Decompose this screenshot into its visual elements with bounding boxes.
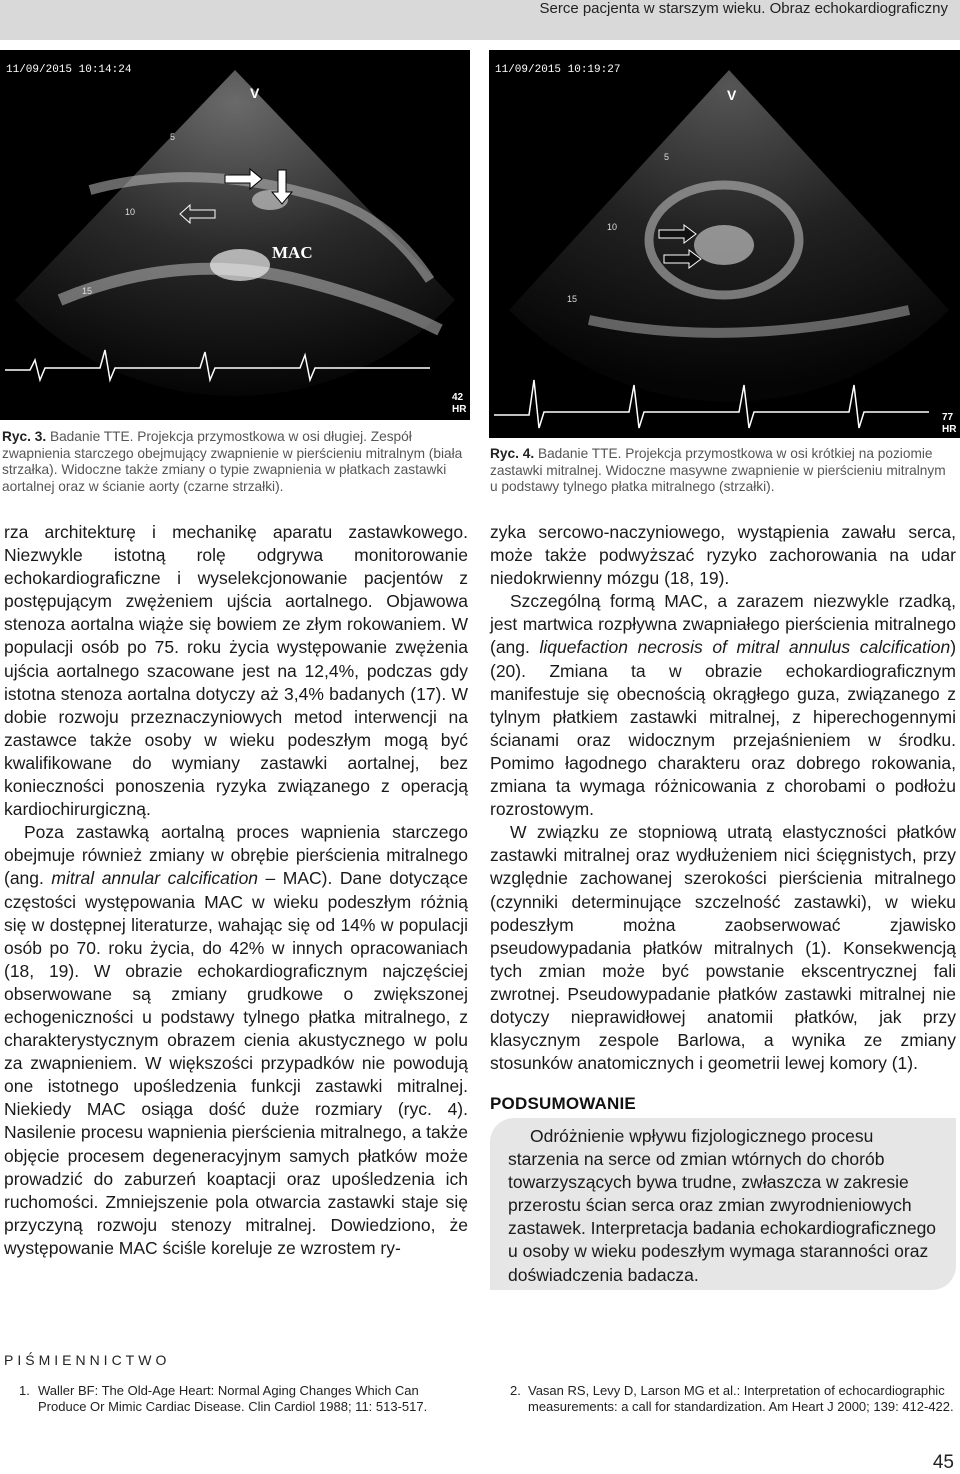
left-column [4, 521, 468, 1260]
reference-item [19, 1383, 469, 1415]
figure-3-depth-10: 10 [125, 207, 136, 217]
left-paragraph-2 [4, 821, 468, 1260]
figure-4-caption-text: Badanie TTE. Projekcja przymostkowa w osi krótkiej na poziomie zastawki mitralnej. Widoczne masywne zwapnienie w pierścieniu mitralnym u podstawy tylnego płatka mitralnego (strzałki). [490, 446, 946, 494]
right-column [490, 521, 956, 1075]
figure-4-depth-15: 15 [567, 294, 578, 304]
figure-3-timestamp: 11/09/2015 10:14:24 [6, 64, 132, 76]
reference-number: 2. [510, 1383, 521, 1398]
figure-3-label-mac: MAC [272, 243, 313, 262]
figure-3-caption-lead: Ryc. 3. [2, 429, 47, 444]
running-header [0, 0, 960, 40]
summary-text: Odróżnienie wpływu fizjologicznego procesu starzenia na serce od zmian wtórnych do chorób towarzyszących bywa trudne, zwłaszcza w zakresie przerostu ścian serca oraz zmian zwyrodnieniowych zastawek. Interpretacja badania echokardiograficznego u osoby w wieku podeszłym wymaga staranności oraz doświadczenia badacza. [508, 1126, 937, 1285]
running-header-title: Serce pacjenta w starszym wieku. Obraz echokardiograficzny [539, 0, 948, 17]
figure-3-caption [2, 429, 470, 495]
right-paragraph-2-part-b: ) (20). Zmiana ta w obrazie echokardiograficznym manifestuje się obecnością okrągłego guza, związanego z tylnym płatkiem zastawki mitralnej, z hiperechogennymi ścianami oraz widocznym przejaśnieniem w środku. Pomimo łagodnego charakteru oraz dobrego rokowania, zmiana ta wymaga różnicowania z chorobami o podłożu rozrostowym. [490, 637, 957, 820]
figure-4-caption [490, 446, 956, 496]
right-paragraph-2 [490, 590, 956, 821]
figure-4-depth-5: 5 [664, 152, 670, 162]
figure-3-hr-label: HR [452, 404, 467, 415]
figure-4-depth-10: 10 [607, 222, 618, 232]
left-paragraph-1: rza architekturę i mechanikę aparatu zastawkowego. Niezwykle istotną rolę odgrywa monitorowanie echokardiograficzne i wyselekcjonowanie pacjentów z postępującym zwężeniem ujścia aortalnego. Objawowa stenoza aortalna wiąże się bowiem ze złym rokowaniem. W populacji osób po 75. roku życia występowanie zwężenia ujścia aortalnego szacowane jest na 12,4%, podczas gdy istotna stenoza aortalna dotyczy aż 3,4% badanych (17). W dobie rozwoju przeznaczyniowych metod interwencji na zastawce także osoby w wieku podeszłym mogą być kwalifikowane do wymiany zastawki aortalnej, bez konieczności ponoszenia ryzyka związanego z operacją kardiochirurgiczną. [4, 522, 468, 820]
figure-3-echo-image [0, 50, 470, 420]
figure-4-timestamp: 11/09/2015 10:19:27 [495, 64, 621, 76]
summary-box [490, 1118, 956, 1290]
figure-3-hr-value: 42 [452, 392, 464, 403]
reference-text: Waller BF: The Old-Age Heart: Normal Aging Changes Which Can Produce Or Mimic Cardiac Disease. Clin Cardiol 1988; 11: 513-517. [38, 1383, 428, 1414]
figure-4-hr-value: 77 [942, 412, 954, 423]
right-paragraph-3: W związku ze stopniową utratą elastyczności płatków zastawki mitralnej oraz wydłużeniem nici ścięgnistych, przy względnie zachowanej szerokości pierścienia mitralnego (czynniki determinujące szczelność zastawki), w wieku podeszłym można zaobserwować zjawisko pseudowypadania płatków mitralnych (1). Konsekwencją tych zmian może być powstanie ekscentrycznej fali zwrotnej. Pseudowypadanie płatków zastawki mitralnej nie dotyczy nieprawidłowej anatomii płatków, jak przy klasycznym zespole Barlowa, a wynika ze zmiany stosunków anatomicznych i geometrii lewej komory (1). [490, 822, 956, 1074]
figure-4-hr-label: HR [942, 424, 957, 435]
page-number: 45 [932, 1452, 954, 1473]
reference-number: 1. [19, 1383, 30, 1398]
left-paragraph-2-part-a: Poza zastawką aortalną proces wapnienia starczego obejmuje również zmiany w obrębie pierścienia mitralnego (ang. [4, 822, 468, 889]
reference-text: Vasan RS, Levy D, Larson MG et al.: Interpretation of echocardiographic measurements: a call for standardization. Am Heart J 2000; 139: 412-422. [528, 1383, 954, 1414]
right-paragraph-2-part-a: Szczególną formą MAC, a zarazem niezwykle rzadką, jest martwica rozpływna zwapniałego pierścienia mitralnego (ang. [490, 591, 956, 658]
references-heading: PIŚMIENNICTWO [4, 1352, 171, 1368]
figure-3-label-v: V [250, 85, 260, 101]
right-paragraph-2-italic: liquefaction necrosis of mitral annulus calcification [539, 637, 951, 658]
reference-item [510, 1383, 956, 1415]
figure-3-caption-text: Badanie TTE. Projekcja przymostkowa w osi długiej. Zespół zwapnienia starczego obejmujący zwapnienie w pierścieniu mitralnym (biała strzałka). Widoczne także zmiany o typie zwapnienia w płatkach zastawki aortalnej oraz w ścianie aorty (czarne strzałki). [2, 429, 463, 494]
figure-3-depth-15: 15 [82, 286, 93, 296]
left-paragraph-2-part-b: – MAC). Dane dotyczące częstości występowania MAC w wieku podeszłym różnią się w dostępnej literaturze, wahając się od 14% w populacji osób po 70. roku życia, do 42% w innych opracowaniach (18, 19). W obrazie echokardiograficznym najczęściej obserwowane są zmiany grudkowe o zwiększonej echogeniczności u podstawy tylnego płatka mitralnego, z charakterystycznym obrazem cienia akustycznego w polu za zwapnieniem. W większości przypadków nie powodują one istotnego upośledzenia funkcji zastawki mitralnej. Niekiedy MAC osiąga dość duże rozmiary (ryc. 4). Nasilenie procesu wapnienia pierścienia mitralnego, a także objęcie procesem degeneracyjnym samych płatków może prowadzić do zaburzeń koaptacji oraz upośledzenia ich ruchomości. Zmniejszenie pola otwarcia zastawki staje się przyczyną rozwoju stenozy mitralnej. Dowiedziono, że występowanie MAC ściśle koreluje ze wzrostem ry- [4, 868, 469, 1258]
figure-4-label-v: V [727, 87, 737, 103]
figure-3-depth-5: 5 [170, 132, 176, 142]
left-paragraph-2-italic: mitral annular calcification [51, 868, 259, 889]
figure-4-caption-lead: Ryc. 4. [490, 446, 535, 461]
right-paragraph-1: zyka sercowo-naczyniowego, wystąpienia zawału serca, może także podwyższać ryzyko zachorowania na udar niedokrwienny mózgu (18, 19). [490, 522, 956, 589]
summary-heading: PODSUMOWANIE [490, 1094, 636, 1113]
figure-4-echo-image [489, 50, 960, 438]
